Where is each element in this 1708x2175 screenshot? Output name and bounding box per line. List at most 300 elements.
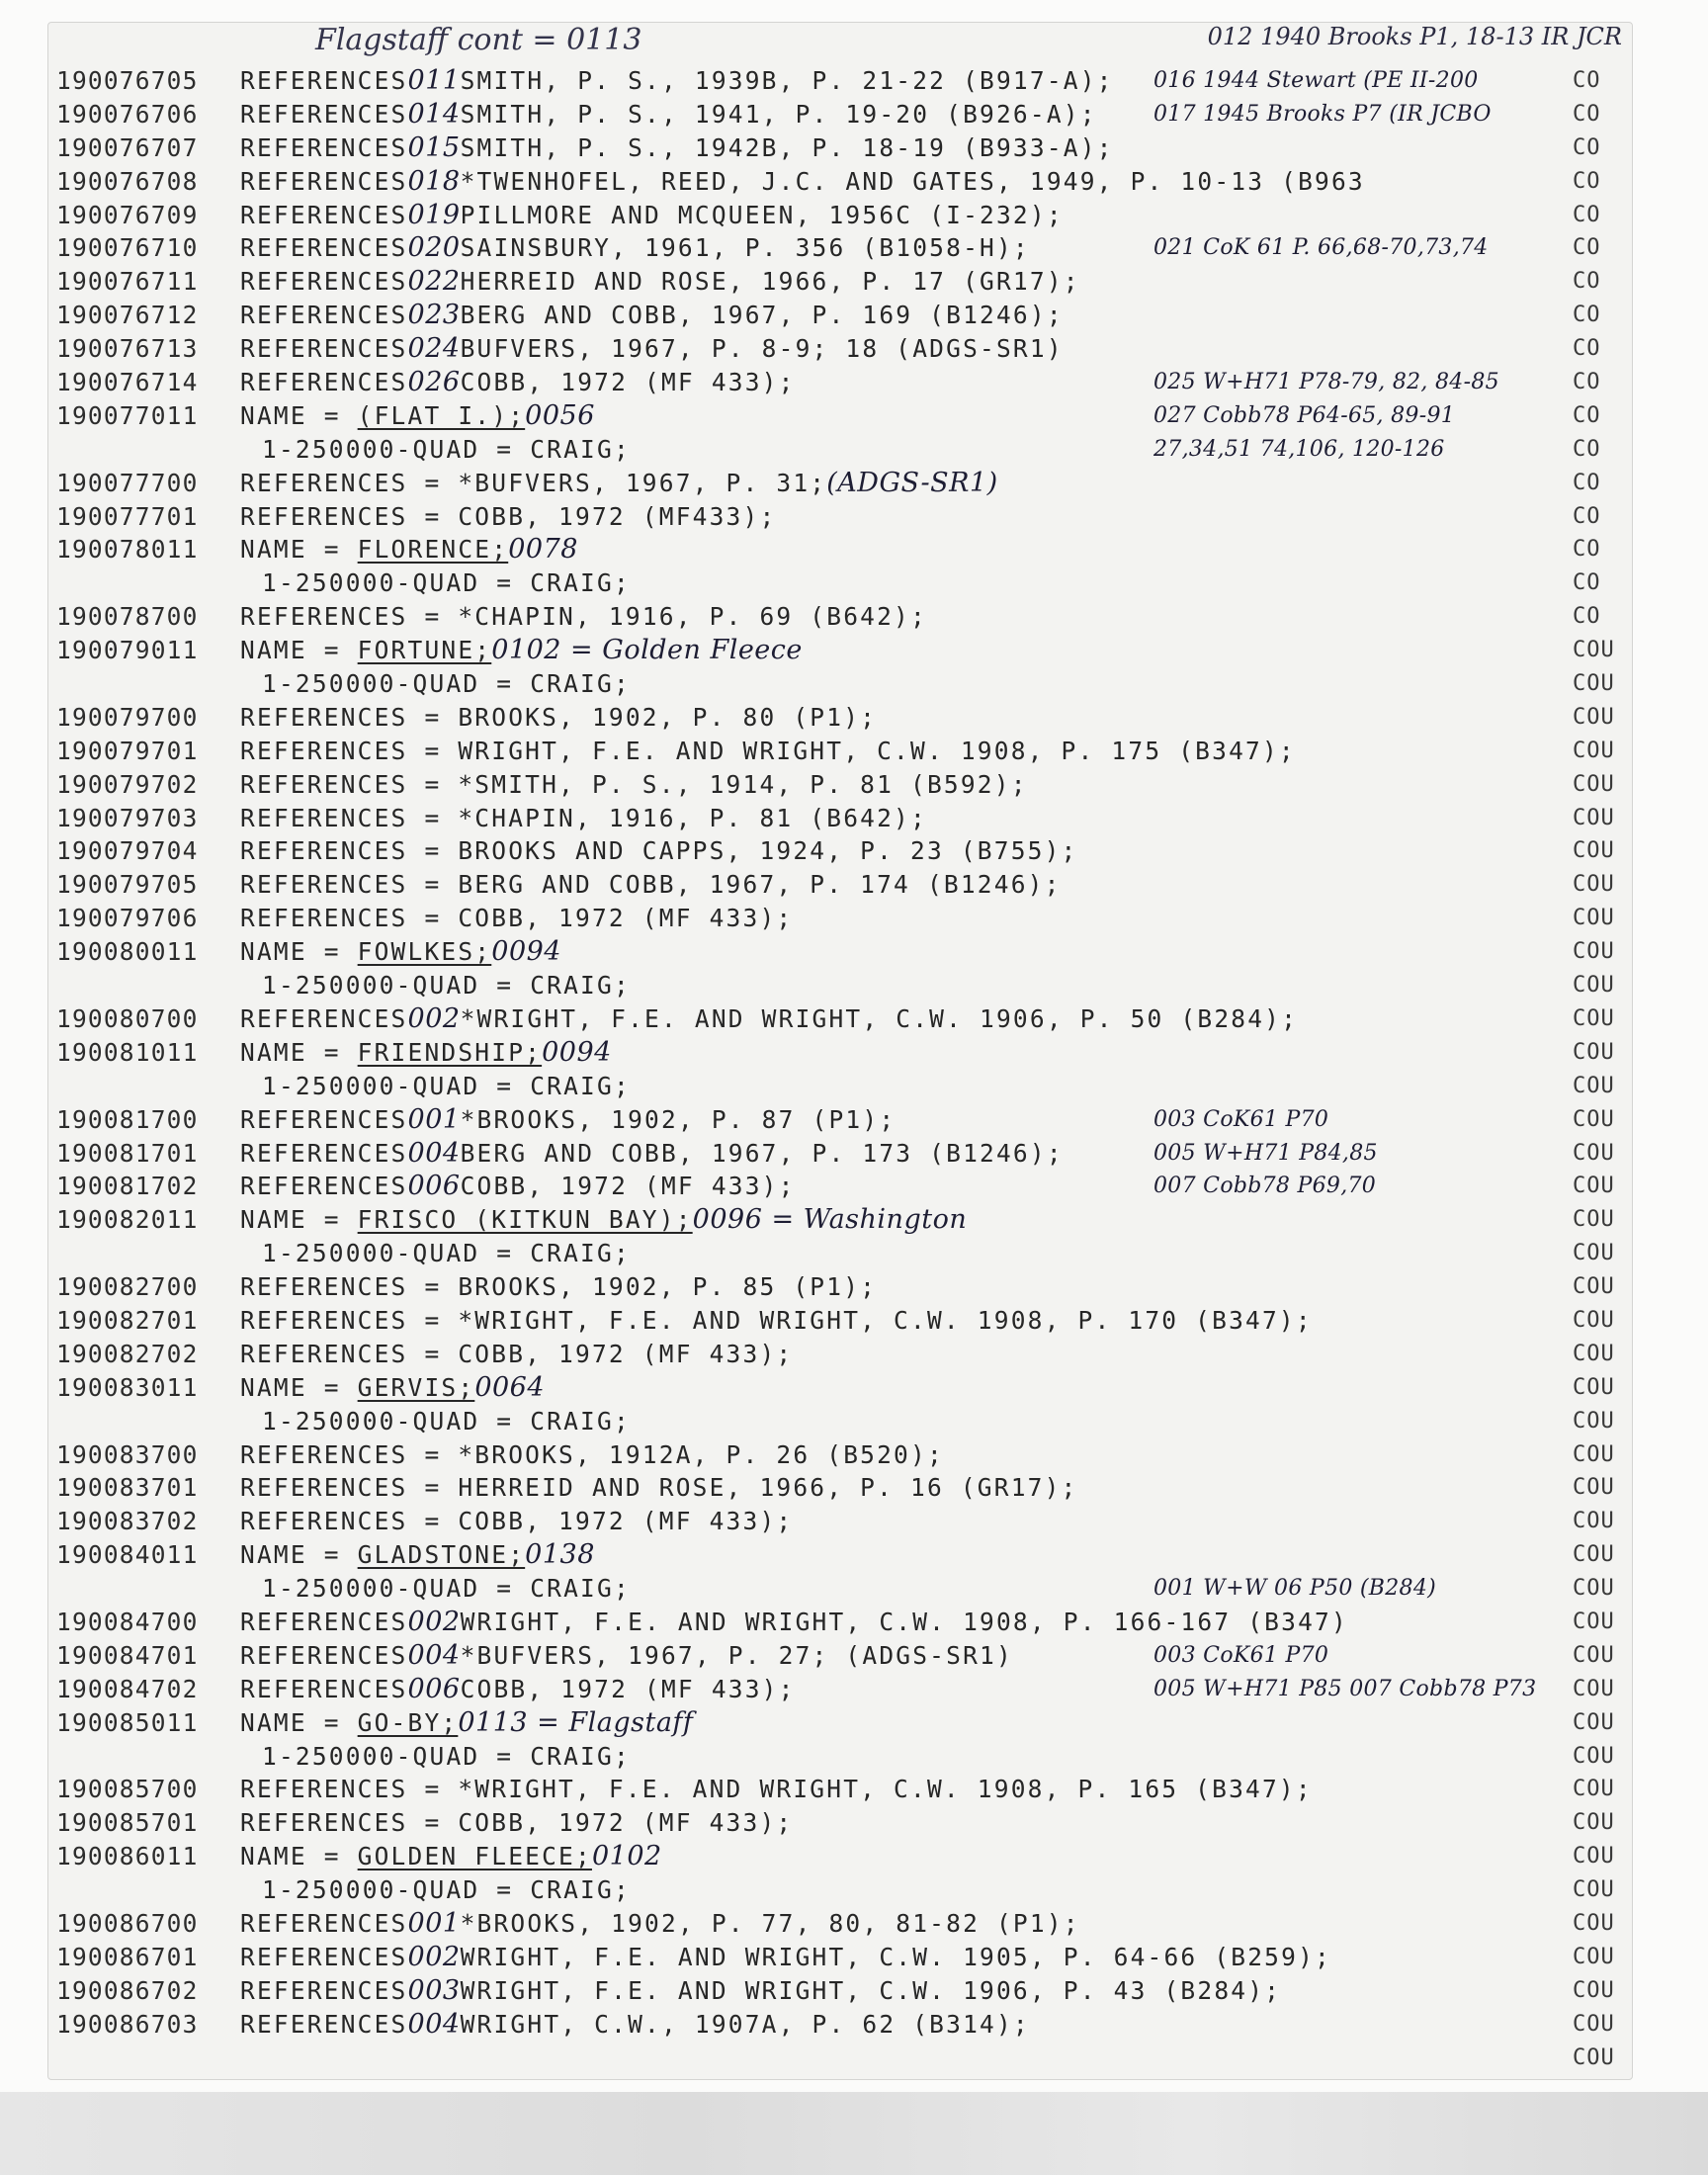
handwritten-margin-note: 017 1945 Brooks P7 (IR JCBO [1153,101,1492,127]
record-id: 190076710 [56,233,199,263]
handwritten-code: 011 [407,65,461,96]
handwritten-code: 022 [407,266,461,298]
record-line [56,199,1573,232]
record-line [56,366,1573,399]
scan-bottom-strip [0,2092,1708,2175]
column-fragment: CO [1573,436,1601,462]
record-text: REFERENCES [240,1003,408,1033]
column-fragment: COU [1573,1877,1615,1903]
record-line [56,1907,1573,1941]
record-text: REFERENCES [240,1674,408,1703]
column-fragment: CO [1573,168,1601,194]
record-reference: COBB, 1972 (MF 433); [460,368,796,397]
record-text: REFERENCES = *CHAPIN, 1916, P. 81 (B642); [240,803,927,832]
column-fragment: COU [1573,1676,1615,1701]
record-reference: WRIGHT, F.E. AND WRIGHT, C.W. 1906, P. 43 (B284); [460,1975,1282,2005]
handwritten-margin-note: 027 Cobb78 P64-65, 89-91 [1153,402,1456,428]
column-fragment: COU [1573,1274,1615,1300]
record-reference: SMITH, P. S., 1939B, P. 21-22 (B917-A); [460,66,1114,95]
record-text: REFERENCES = BERG AND COBB, 1967, P. 174 (B1246); [240,870,1062,900]
handwritten-code: 014 [407,98,461,130]
record-line [56,131,1573,165]
record-id: 190079701 [56,736,199,765]
record-id: 190078011 [56,535,199,565]
record-reference: *TWENHOFEL, REED, J.C. AND GATES, 1949, P. 10-13 (B963 [460,166,1365,196]
record-line [56,98,1573,131]
record-line [56,566,1573,600]
column-fragment: COU [1573,805,1615,830]
record-id: 190081700 [56,1104,199,1134]
document-page [47,22,1633,2080]
record-text: REFERENCES [240,1975,408,2005]
handwritten-header-note: Flagstaff cont = 0113 [315,23,642,57]
record-text: NAME = [240,1540,358,1570]
record-id: 190076709 [56,200,199,229]
column-fragment: COU [1573,1709,1615,1735]
column-fragment: COU [1573,1005,1615,1031]
column-fragment: COU [1573,1174,1615,1199]
column-fragment: COU [1573,1777,1615,1802]
record-line [56,1806,1573,1840]
record-line [56,1974,1573,2008]
record-line [56,935,1573,969]
record-text: 1-250000-QUAD = CRAIG; [262,568,631,598]
record-reference: SMITH, P. S., 1941, P. 19-20 (B926-A); [460,99,1097,129]
column-fragment: COU [1573,704,1615,730]
record-line [56,1606,1573,1639]
record-line [56,1706,1573,1740]
record-line [56,1505,1573,1538]
record-line [56,1438,1573,1472]
column-fragment: CO [1573,235,1601,261]
handwritten-code: 0056 [525,399,595,431]
handwritten-code: 0113 = Flagstaff [458,1706,694,1738]
handwritten-corner-note: 012 1940 Brooks P1, 18-13 IR JCR [1207,23,1622,50]
handwritten-code: 001 [407,1103,461,1135]
handwritten-code: 020 [407,232,461,264]
record-text: REFERENCES = BROOKS, 1902, P. 85 (P1); [240,1272,878,1302]
record-line [56,399,1573,433]
record-id: 190086702 [56,1975,199,2005]
record-id: 190083011 [56,1372,199,1402]
record-line [56,868,1573,902]
record-line [56,1572,1573,1606]
column-fragment: COU [1573,1039,1615,1065]
record-text: REFERENCES [240,1138,408,1168]
record-text: NAME = [240,1205,358,1235]
handwritten-code: 0094 [491,936,561,968]
column-fragment: COU [1573,1207,1615,1233]
record-text: REFERENCES [240,1640,408,1670]
record-id: 190082701 [56,1305,199,1335]
record-text: REFERENCES = BROOKS AND CAPPS, 1924, P. 23 (B755); [240,836,1078,866]
column-fragment: COU [1573,2011,1615,2037]
column-fragment: COU [1573,1073,1615,1098]
record-text: 1-250000-QUAD = CRAIG; [262,669,631,699]
column-fragment: COU [1573,1576,1615,1602]
record-reference: HERREID AND ROSE, 1966, P. 17 (GR17); [460,267,1080,297]
record-id: 190079706 [56,904,199,933]
record-line [56,1941,1573,1974]
record-line [56,834,1573,868]
record-reference: WRIGHT, F.E. AND WRIGHT, C.W. 1908, P. 166-167 (B347) [460,1607,1348,1636]
column-fragment: COU [1573,1408,1615,1434]
record-text: NAME = [240,1372,358,1402]
record-line [56,1471,1573,1505]
record-text: REFERENCES = HERREID AND ROSE, 1966, P. 16 (GR17); [240,1473,1078,1503]
handwritten-code: 004 [407,1137,461,1169]
handwritten-code: 015 [407,131,461,163]
column-fragment: CO [1573,370,1601,395]
record-id: 190081011 [56,1037,199,1067]
record-reference: WRIGHT, F.E. AND WRIGHT, C.W. 1905, P. 64-66 (B259); [460,1942,1331,1971]
record-line [56,1773,1573,1806]
record-line [56,701,1573,735]
handwritten-code: 0102 = Golden Fleece [491,635,803,666]
record-line [56,1103,1573,1137]
record-text: REFERENCES [240,166,408,196]
record-text: REFERENCES [240,200,408,229]
record-line [56,1673,1573,1706]
record-line [56,969,1573,1002]
record-line [56,500,1573,534]
record-text: NAME = [240,1842,358,1871]
record-listing [56,64,1573,2042]
record-id: 190079705 [56,870,199,900]
record-reference: *BROOKS, 1902, P. 77, 80, 81-82 (P1); [460,1908,1080,1938]
column-fragment: COU [1573,1910,1615,1936]
record-text: NAME = [240,535,358,565]
record-id: 190077701 [56,501,199,531]
handwritten-code: 0078 [508,534,578,566]
record-line [56,231,1573,265]
handwritten-code: 018 [407,165,461,197]
record-line [56,634,1573,667]
handwritten-code: 003 [407,1974,461,2006]
column-fragment: COU [1573,1977,1615,2003]
record-line [56,902,1573,935]
record-line [56,667,1573,701]
record-text: NAME = [240,1707,358,1737]
record-line [56,1203,1573,1237]
record-reference: SMITH, P. S., 1942B, P. 18-19 (B933-A); [460,132,1114,162]
record-id: 190084700 [56,1607,199,1636]
record-line [56,1840,1573,1873]
column-fragment: CO [1573,570,1601,596]
record-line [56,1237,1573,1270]
record-line [56,1170,1573,1203]
record-id: 190082011 [56,1205,199,1235]
handwritten-code: 0102 [591,1841,662,1872]
record-id: 190077011 [56,400,199,430]
record-text: REFERENCES [240,368,408,397]
record-id: 190076708 [56,166,199,196]
column-fragment: COU [1573,1810,1615,1836]
handwritten-code: (ADGS-SR1) [826,467,998,498]
column-fragment: CO [1573,402,1601,428]
record-text: 1-250000-QUAD = CRAIG; [262,434,631,464]
record-text: REFERENCES [240,334,408,364]
record-reference: COBB, 1972 (MF 433); [460,1674,796,1703]
column-fragment: COU [1573,1307,1615,1333]
handwritten-margin-note: 001 W+W 06 P50 (B284) [1153,1576,1437,1602]
column-fragment: COU [1573,638,1615,663]
handwritten-code: 0094 [542,1036,612,1068]
record-text: REFERENCES [240,2009,408,2039]
handwritten-margin-note: 005 W+H71 P85 007 Cobb78 P73 [1153,1676,1537,1701]
record-id: 190084011 [56,1540,199,1570]
handwritten-margin-note: 005 W+H71 P84,85 [1153,1140,1378,1166]
handwritten-code: 006 [407,1673,461,1704]
column-fragment: COU [1573,1475,1615,1501]
column-fragment: COU [1573,1441,1615,1467]
record-id: 190076706 [56,99,199,129]
record-id: 190077700 [56,468,199,497]
record-id: 190086011 [56,1842,199,1871]
record-reference: PILLMORE AND MCQUEEN, 1956C (I-232); [460,200,1064,229]
truncated-right-column [1573,64,1628,2074]
record-text: REFERENCES [240,1908,408,1938]
column-fragment: COU [1573,973,1615,999]
place-name: GO-BY; [357,1707,459,1737]
place-name: GOLDEN FLEECE; [357,1842,592,1871]
handwritten-code: 001 [407,1907,461,1939]
record-line [56,1338,1573,1371]
record-line [56,1270,1573,1304]
record-text: 1-250000-QUAD = CRAIG; [262,1071,631,1100]
place-name: FRIENDSHIP; [357,1037,543,1067]
record-line [56,1538,1573,1572]
column-fragment: CO [1573,470,1601,495]
column-fragment: CO [1573,134,1601,160]
record-text: 1-250000-QUAD = CRAIG; [262,1875,631,1905]
record-text: REFERENCES [240,301,408,330]
record-text: REFERENCES [240,99,408,129]
handwritten-code: 006 [407,1171,461,1202]
record-text: REFERENCES = COBB, 1972 (MF 433); [240,1507,794,1536]
handwritten-code: 0064 [474,1371,546,1403]
column-fragment: CO [1573,101,1601,127]
record-reference: WRIGHT, C.W., 1907A, P. 62 (B314); [460,2009,1030,2039]
record-text: REFERENCES [240,1172,408,1201]
record-id: 190076713 [56,334,199,364]
handwritten-code: 026 [407,367,461,398]
record-reference: *BUFVERS, 1967, P. 27; (ADGS-SR1) [460,1640,1013,1670]
record-line [56,533,1573,566]
handwritten-margin-note: 007 Cobb78 P69,70 [1153,1174,1377,1199]
record-line [56,1740,1573,1774]
record-reference: COBB, 1972 (MF 433); [460,1172,796,1201]
record-id: 190084702 [56,1674,199,1703]
handwritten-margin-note: 025 W+H71 P78-79, 82, 84-85 [1153,370,1499,395]
column-fragment: COU [1573,1341,1615,1366]
handwritten-code: 0138 [525,1539,595,1571]
handwritten-code: 019 [407,199,461,230]
record-id: 190078700 [56,602,199,632]
record-text: REFERENCES = *SMITH, P. S., 1914, P. 81 (B592); [240,769,1028,799]
column-fragment: COU [1573,1374,1615,1400]
place-name: GLADSTONE; [357,1540,526,1570]
column-fragment: CO [1573,336,1601,362]
handwritten-code: 004 [407,2008,461,2040]
column-fragment: CO [1573,503,1601,529]
record-line [56,1137,1573,1171]
place-name: FOWLKES; [357,937,492,967]
record-text: REFERENCES [240,66,408,95]
column-fragment: CO [1573,303,1601,328]
place-name: FRISCO (KITKUN BAY); [357,1205,693,1235]
record-line [56,64,1573,98]
record-id: 190076714 [56,368,199,397]
record-id: 190085700 [56,1775,199,1804]
record-text: REFERENCES = *WRIGHT, F.E. AND WRIGHT, C.W. 1908, P. 165 (B347); [240,1775,1313,1804]
column-fragment: COU [1573,1241,1615,1266]
record-text: REFERENCES [240,1104,408,1134]
record-text: REFERENCES [240,1942,408,1971]
record-id: 190085011 [56,1707,199,1737]
record-line [56,332,1573,366]
record-text: NAME = [240,937,358,967]
record-id: 190076711 [56,267,199,297]
column-fragment: CO [1573,537,1601,563]
record-line [56,1036,1573,1070]
record-id: 190086703 [56,2009,199,2039]
record-id: 190085701 [56,1808,199,1838]
record-text: REFERENCES [240,132,408,162]
column-fragment: COU [1573,939,1615,965]
record-id: 190083702 [56,1507,199,1536]
column-fragment: COU [1573,738,1615,763]
record-id: 190076712 [56,301,199,330]
record-line [56,1070,1573,1103]
record-line [56,1639,1573,1673]
column-fragment: COU [1573,671,1615,697]
handwritten-code: 004 [407,1639,461,1671]
handwritten-code: 002 [407,1606,461,1637]
record-id: 190079700 [56,702,199,732]
record-line [56,265,1573,299]
record-reference: BERG AND COBB, 1967, P. 169 (B1246); [460,301,1064,330]
column-fragment: COU [1573,872,1615,898]
handwritten-margin-note: 021 CoK 61 P. 66,68-70,73,74 [1153,235,1489,261]
place-name: FORTUNE; [357,636,492,665]
handwritten-margin-note: 016 1944 Stewart (PE II-200 [1153,68,1479,93]
handwritten-code: 002 [407,1941,461,1972]
record-line [56,299,1573,332]
record-reference: *BROOKS, 1902, P. 87 (P1); [460,1104,897,1134]
record-line [56,1304,1573,1338]
column-fragment: COU [1573,838,1615,864]
record-id: 190081701 [56,1138,199,1168]
handwritten-margin-note: 003 CoK61 P70 [1153,1642,1329,1668]
record-text: REFERENCES = *WRIGHT, F.E. AND WRIGHT, C.W. 1908, P. 170 (B347); [240,1305,1313,1335]
column-fragment: COU [1573,1106,1615,1132]
record-text: REFERENCES = WRIGHT, F.E. AND WRIGHT, C.W. 1908, P. 175 (B347); [240,736,1296,765]
record-id: 190079702 [56,769,199,799]
record-text: 1-250000-QUAD = CRAIG; [262,971,631,1000]
record-id: 190084701 [56,1640,199,1670]
record-id: 190079703 [56,803,199,832]
column-fragment: CO [1573,202,1601,227]
column-fragment: COU [1573,771,1615,797]
record-id: 190082702 [56,1339,199,1368]
record-line [56,165,1573,199]
record-line [56,433,1573,467]
record-text: REFERENCES [240,1607,408,1636]
record-text: 1-250000-QUAD = CRAIG; [262,1239,631,1268]
record-id: 190080011 [56,937,199,967]
record-text: REFERENCES = BROOKS, 1902, P. 80 (P1); [240,702,878,732]
record-id: 190086701 [56,1942,199,1971]
record-line [56,2008,1573,2042]
record-text: NAME = [240,636,358,665]
record-reference: BUFVERS, 1967, P. 8-9; 18 (ADGS-SR1) [460,334,1064,364]
record-text: REFERENCES [240,233,408,263]
handwritten-margin-note: 003 CoK61 P70 [1153,1106,1329,1132]
record-reference: BERG AND COBB, 1967, P. 173 (B1246); [460,1138,1064,1168]
column-fragment: COU [1573,906,1615,931]
record-text: REFERENCES = *BROOKS, 1912A, P. 26 (B520); [240,1439,944,1469]
record-line [56,1873,1573,1907]
record-line [56,600,1573,634]
handwritten-code: 002 [407,1002,461,1034]
record-line [56,467,1573,500]
record-text: REFERENCES = COBB, 1972 (MF 433); [240,1339,794,1368]
record-reference: *WRIGHT, F.E. AND WRIGHT, C.W. 1906, P. 50 (B284); [460,1003,1299,1033]
record-line [56,802,1573,835]
record-id: 190083700 [56,1439,199,1469]
record-text: REFERENCES = *BUFVERS, 1967, P. 31; [240,468,827,497]
record-id: 190083701 [56,1473,199,1503]
record-id: 190076707 [56,132,199,162]
record-id: 190080700 [56,1003,199,1033]
column-fragment: COU [1573,1509,1615,1534]
record-text: NAME = [240,400,358,430]
record-line [56,735,1573,768]
place-name: (FLAT I.); [357,400,526,430]
column-fragment: COU [1573,1844,1615,1870]
record-line [56,1002,1573,1036]
column-fragment: COU [1573,1140,1615,1166]
record-text: REFERENCES = COBB, 1972 (MF433); [240,501,777,531]
record-text: REFERENCES = *CHAPIN, 1916, P. 69 (B642); [240,602,927,632]
record-line [56,1371,1573,1405]
record-id: 190079704 [56,836,199,866]
record-text: NAME = [240,1037,358,1067]
handwritten-code: 024 [407,333,461,365]
column-fragment: COU [1573,1944,1615,1969]
place-name: FLORENCE; [357,535,509,565]
record-id: 190081702 [56,1172,199,1201]
record-id: 190082700 [56,1272,199,1302]
place-name: GERVIS; [357,1372,475,1402]
record-text: REFERENCES = COBB, 1972 (MF 433); [240,1808,794,1838]
record-id: 190086700 [56,1908,199,1938]
record-text: 1-250000-QUAD = CRAIG; [262,1406,631,1436]
column-fragment: CO [1573,68,1601,93]
column-fragment: CO [1573,604,1601,630]
record-id: 190076705 [56,66,199,95]
handwritten-code: 023 [407,300,461,331]
record-text: 1-250000-QUAD = CRAIG; [262,1574,631,1604]
record-reference: SAINSBURY, 1961, P. 356 (B1058-H); [460,233,1030,263]
column-fragment: COU [1573,1743,1615,1769]
column-fragment: COU [1573,1642,1615,1668]
column-fragment: COU [1573,1609,1615,1634]
handwritten-margin-note: 27,34,51 74,106, 120-126 [1153,436,1445,462]
handwritten-code: 0096 = Washington [692,1204,968,1236]
record-text: REFERENCES [240,267,408,297]
